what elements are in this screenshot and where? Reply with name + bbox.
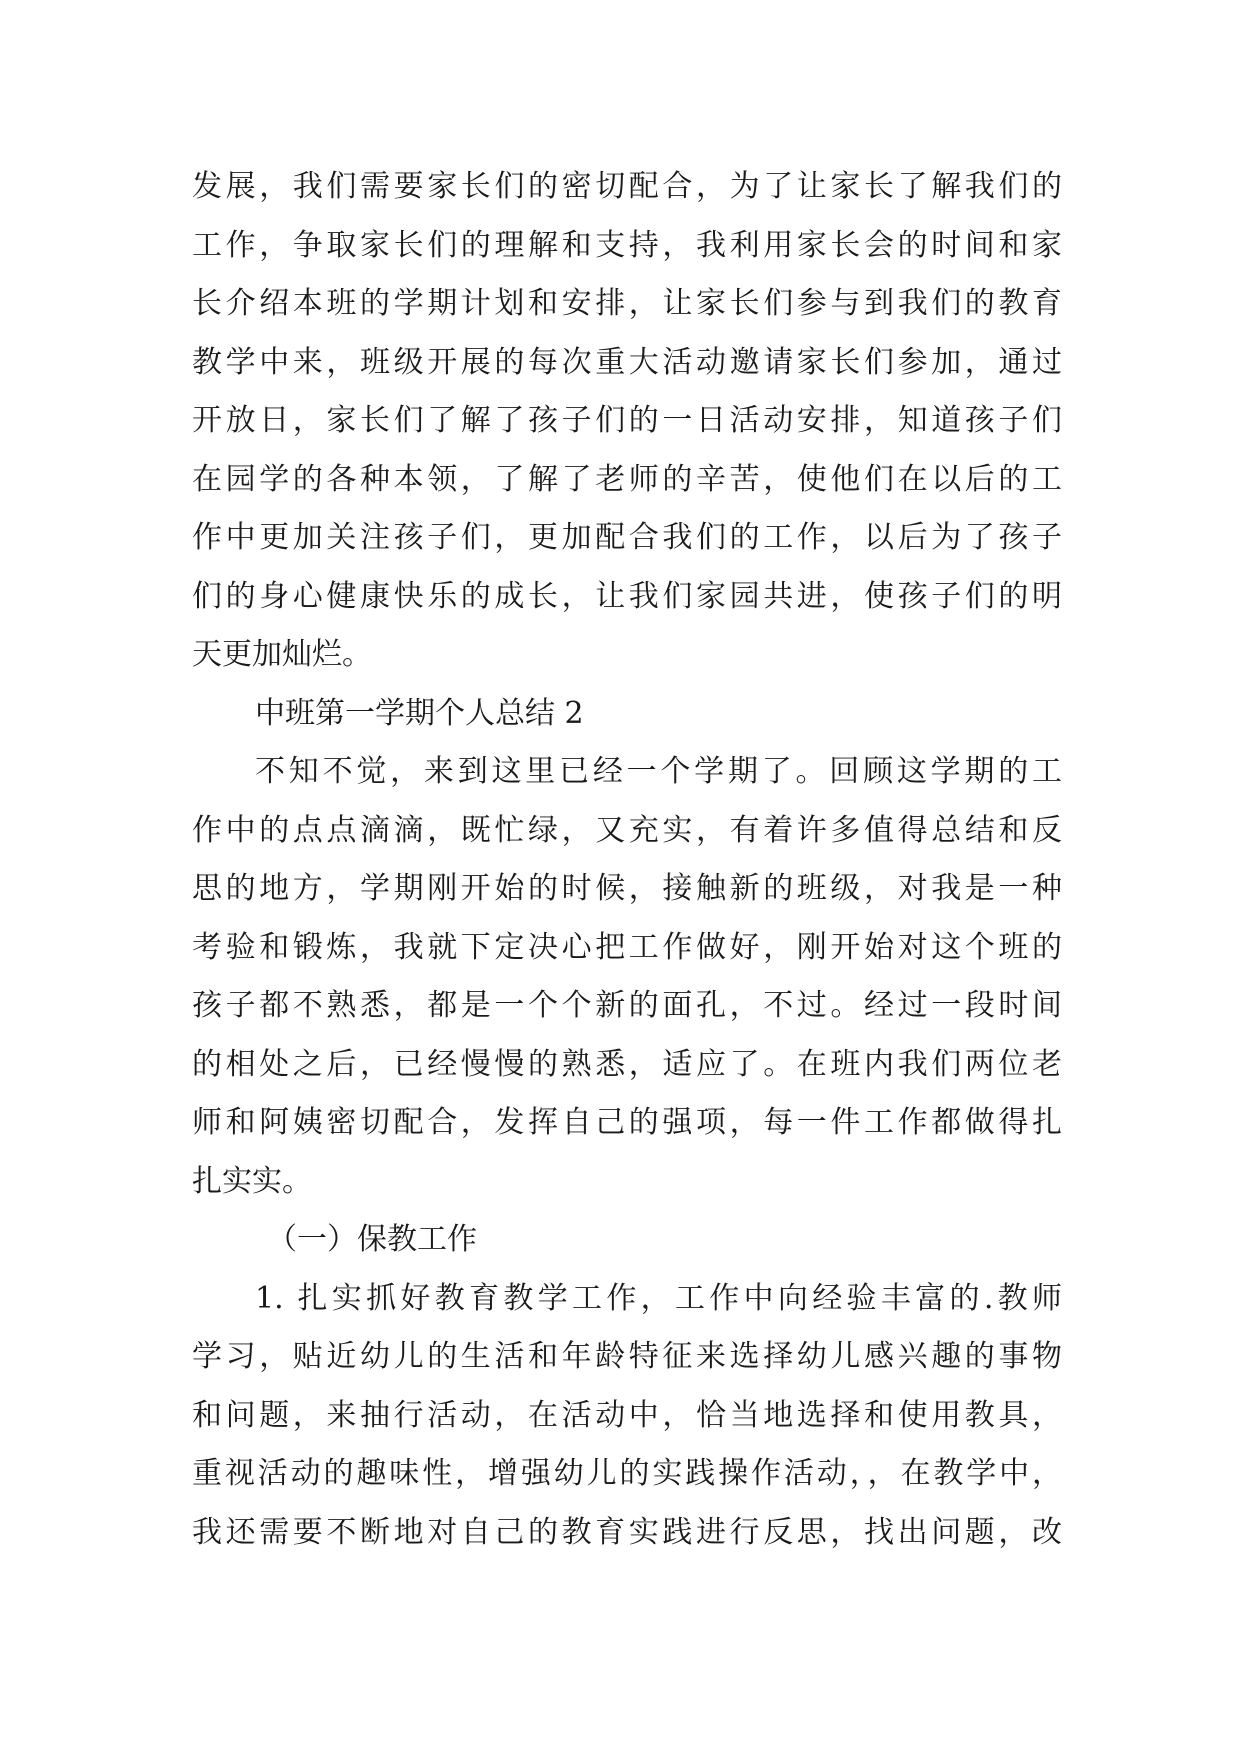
text-line: 的相处之后，已经慢慢的熟悉，适应了。在班内我们两位老 [192, 1046, 1062, 1082]
text-line: 教学中来，班级开展的每次重大活动邀请家长们参加，通过 [192, 344, 1062, 380]
text-line: 孩子都不熟悉，都是一个个新的面孔，不过。经过一段时间 [192, 988, 1062, 1023]
subsection-title: （一）保教工作 [267, 1222, 477, 1257]
text-line: 长介绍本班的学期计划和安排，让家长们参与到我们的教育 [192, 286, 1062, 321]
text-line: 扎实实。 [192, 1163, 312, 1199]
text-line: 考验和锻炼，我就下定决心把工作做好，刚开始对这个班的 [192, 929, 1062, 965]
text-line: 和问题，来抽行活动，在活动中，恰当地选择和使用教具， [192, 1397, 1062, 1433]
text-line: 开放日，家长们了解了孩子们的一日活动安排，知道孩子们 [192, 403, 1062, 438]
text-line: 们的身心健康快乐的成长，让我们家园共进，使孩子们的明 [192, 578, 1062, 614]
text-line: 天更加灿烂。 [192, 637, 372, 672]
text-line: 在园学的各种本领，了解了老师的辛苦，使他们在以后的工 [192, 461, 1062, 497]
document-body [192, 158, 1062, 1562]
text-line: 重视活动的趣味性，增强幼儿的实践操作活动，，在教学中， [192, 1456, 1062, 1491]
text-line: 思的地方，学期刚开始的时候，接触新的班级，对我是一种 [192, 871, 1062, 906]
text-line: 作中更加关注孩子们，更加配合我们的工作，以后为了孩子 [192, 520, 1062, 555]
text-line: 工作，争取家长们的理解和支持，我利用家长会的时间和家 [192, 227, 1062, 263]
paragraph-1 [192, 158, 1062, 685]
paragraph-2 [192, 743, 1062, 1211]
text-line: 不知不觉，来到这里已经一个学期了。回顾这学期的工 [255, 754, 1062, 789]
text-line: 发展，我们需要家长们的密切配合，为了让家长了解我们的 [192, 169, 1062, 204]
text-line: 我还需要不断地对自己的教育实践进行反思，找出问题，改 [192, 1514, 1062, 1550]
paragraph-3 [192, 1270, 1062, 1563]
text-line: 学习，贴近幼儿的生活和年龄特征来选择幼儿感兴趣的事物 [192, 1339, 1062, 1374]
text-line: 1. 扎实抓好教育教学工作，工作中向经验丰富的.教师 [255, 1280, 1062, 1316]
section-title: 中班第一学期个人总结 2 [255, 695, 584, 731]
text-line: 作中的点点滴滴，既忙绿，又充实，有着许多值得总结和反 [192, 812, 1062, 848]
text-line: 师和阿姨密切配合，发挥自己的强项，每一件工作都做得扎 [192, 1105, 1062, 1140]
